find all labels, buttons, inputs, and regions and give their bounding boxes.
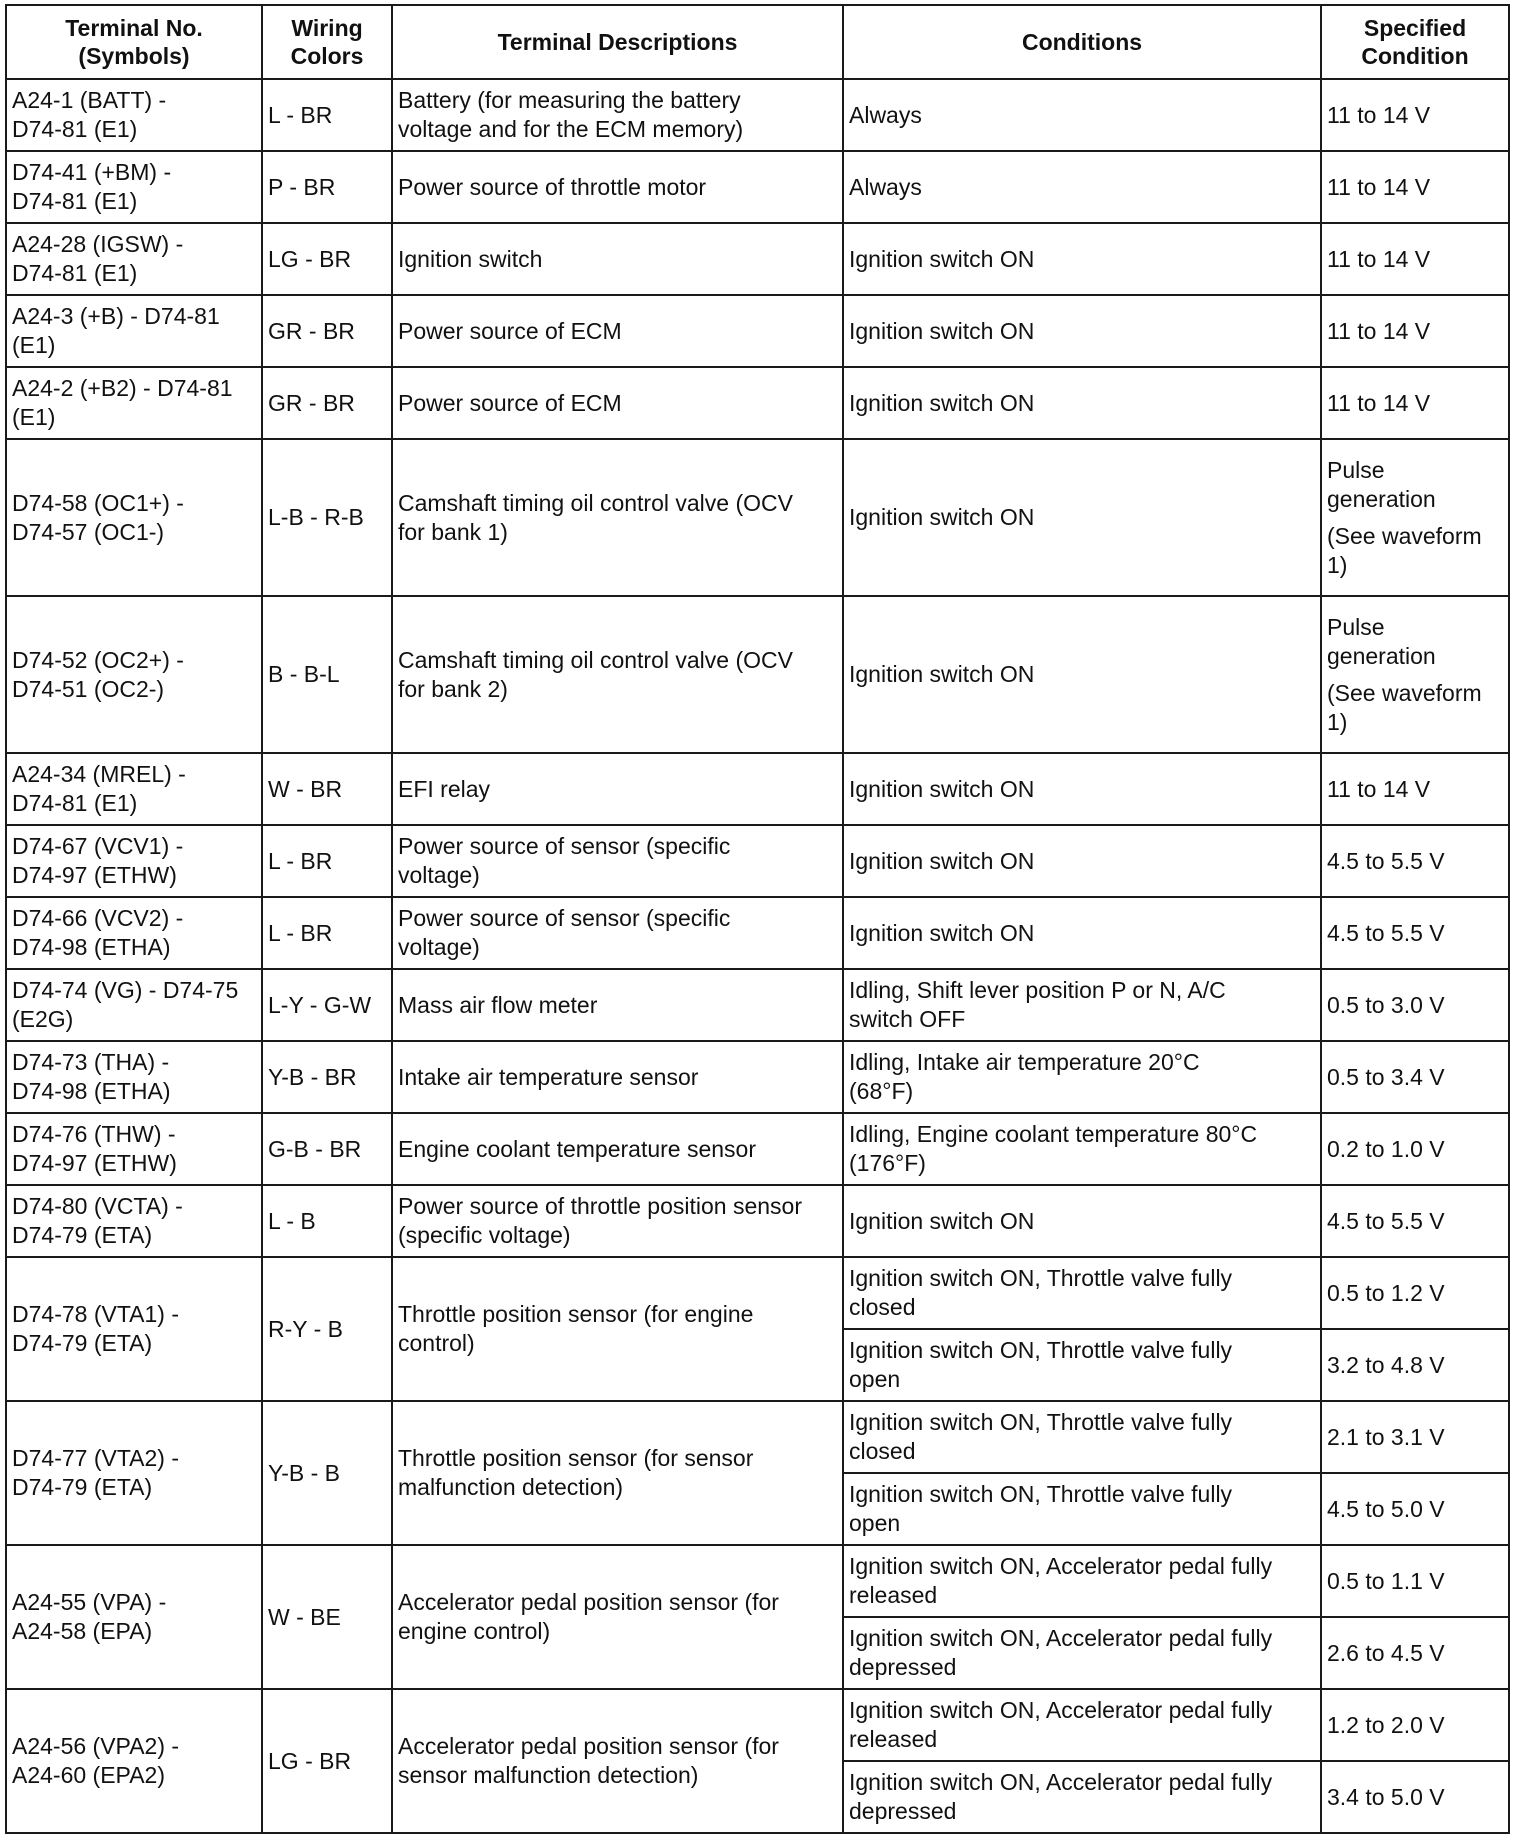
specified-cell: 11 to 14 V: [1321, 367, 1509, 439]
table-row: [6, 439, 1509, 596]
terminal-cell: A24-2 (+B2) - D74-81 (E1): [6, 367, 262, 439]
condition-cell: Always: [843, 79, 1321, 151]
description-cell: Power source of ECM: [392, 367, 843, 439]
wiring-cell: L-B - R-B: [262, 439, 392, 596]
specified-cell: 11 to 14 V: [1321, 79, 1509, 151]
description-cell: Power source of throttle motor: [392, 151, 843, 223]
terminal-cell: D74-76 (THW) - D74-97 (ETHW): [6, 1113, 262, 1185]
condition-cell: Idling, Intake air temperature 20°C (68°F): [843, 1041, 1321, 1113]
pulse-generation-text: Pulse generation: [1327, 613, 1436, 669]
specified-cell: 0.5 to 1.1 V: [1321, 1545, 1509, 1617]
wiring-cell: Y-B - BR: [262, 1041, 392, 1113]
table-row: [6, 1185, 1509, 1257]
header-row: [6, 5, 1509, 79]
description-cell: Camshaft timing oil control valve (OCV for bank 2): [392, 596, 843, 753]
terminal-cell: D74-66 (VCV2) - D74-98 (ETHA): [6, 897, 262, 969]
wiring-cell: L - B: [262, 1185, 392, 1257]
wiring-cell: R-Y - B: [262, 1257, 392, 1401]
table-row: [6, 223, 1509, 295]
header-terminal-no: Terminal No. (Symbols): [6, 5, 262, 79]
specified-cell: 4.5 to 5.5 V: [1321, 1185, 1509, 1257]
description-cell: Throttle position sensor (for engine control): [392, 1257, 843, 1401]
condition-cell: Ignition switch ON: [843, 439, 1321, 596]
specified-cell: 0.5 to 3.0 V: [1321, 969, 1509, 1041]
description-cell: Engine coolant temperature sensor: [392, 1113, 843, 1185]
wiring-cell: Y-B - B: [262, 1401, 392, 1545]
condition-cell: Ignition switch ON: [843, 295, 1321, 367]
table-row: [6, 897, 1509, 969]
pulse-generation-text: Pulse generation: [1327, 456, 1436, 512]
wiring-cell: W - BR: [262, 753, 392, 825]
wiring-cell: GR - BR: [262, 295, 392, 367]
table-row: [6, 969, 1509, 1041]
table-row: [6, 596, 1509, 753]
condition-cell: Ignition switch ON, Throttle valve fully closed: [843, 1257, 1321, 1329]
wiring-cell: L - BR: [262, 897, 392, 969]
terminal-cell: D74-58 (OC1+) - D74-57 (OC1-): [6, 439, 262, 596]
specified-cell: 11 to 14 V: [1321, 753, 1509, 825]
condition-cell: Ignition switch ON, Throttle valve fully closed: [843, 1401, 1321, 1473]
table-row: [6, 825, 1509, 897]
specified-cell: 2.6 to 4.5 V: [1321, 1617, 1509, 1689]
wiring-cell: L-Y - G-W: [262, 969, 392, 1041]
table-row: [6, 367, 1509, 439]
description-cell: Battery (for measuring the battery voltage and for the ECM memory): [392, 79, 843, 151]
description-cell: Mass air flow meter: [392, 969, 843, 1041]
table-row: [6, 1689, 1509, 1761]
description-cell: Accelerator pedal position sensor (for engine control): [392, 1545, 843, 1689]
condition-cell: Idling, Shift lever position P or N, A/C switch OFF: [843, 969, 1321, 1041]
specified-cell: [1321, 439, 1509, 596]
wiring-cell: LG - BR: [262, 1689, 392, 1833]
terminal-cell: A24-56 (VPA2) - A24-60 (EPA2): [6, 1689, 262, 1833]
table-row: [6, 753, 1509, 825]
header-conditions: Conditions: [843, 5, 1321, 79]
wiring-cell: L - BR: [262, 79, 392, 151]
specified-cell: 1.2 to 2.0 V: [1321, 1689, 1509, 1761]
condition-cell: Idling, Engine coolant temperature 80°C (176°F): [843, 1113, 1321, 1185]
specified-cell: 4.5 to 5.5 V: [1321, 825, 1509, 897]
condition-cell: Ignition switch ON: [843, 596, 1321, 753]
condition-cell: Ignition switch ON: [843, 897, 1321, 969]
specified-cell: 11 to 14 V: [1321, 295, 1509, 367]
terminal-cell: A24-34 (MREL) - D74-81 (E1): [6, 753, 262, 825]
condition-cell: Ignition switch ON: [843, 223, 1321, 295]
specified-cell: 11 to 14 V: [1321, 151, 1509, 223]
terminal-cell: D74-80 (VCTA) - D74-79 (ETA): [6, 1185, 262, 1257]
terminal-cell: D74-77 (VTA2) - D74-79 (ETA): [6, 1401, 262, 1545]
condition-cell: Ignition switch ON: [843, 1185, 1321, 1257]
terminal-cell: D74-41 (+BM) - D74-81 (E1): [6, 151, 262, 223]
terminal-cell: D74-52 (OC2+) - D74-51 (OC2-): [6, 596, 262, 753]
header-wiring-colors: Wiring Colors: [262, 5, 392, 79]
waveform-reference-text: (See waveform 1): [1327, 679, 1482, 735]
table-row: [6, 1401, 1509, 1473]
wiring-cell: LG - BR: [262, 223, 392, 295]
specified-cell: [1321, 596, 1509, 753]
condition-cell: Ignition switch ON, Accelerator pedal fully depressed: [843, 1617, 1321, 1689]
terminal-cell: D74-74 (VG) - D74-75 (E2G): [6, 969, 262, 1041]
table-row: [6, 151, 1509, 223]
ecm-terminal-table: [5, 4, 1510, 1834]
description-cell: Power source of ECM: [392, 295, 843, 367]
table-row: [6, 79, 1509, 151]
specified-cell: 4.5 to 5.5 V: [1321, 897, 1509, 969]
terminal-cell: A24-1 (BATT) - D74-81 (E1): [6, 79, 262, 151]
terminal-table-sheet: [5, 4, 1510, 1834]
terminal-cell: D74-78 (VTA1) - D74-79 (ETA): [6, 1257, 262, 1401]
table-row: [6, 1545, 1509, 1617]
specified-cell: 0.5 to 1.2 V: [1321, 1257, 1509, 1329]
description-cell: Camshaft timing oil control valve (OCV for bank 1): [392, 439, 843, 596]
condition-cell: Ignition switch ON, Throttle valve fully open: [843, 1473, 1321, 1545]
table-row: [6, 1113, 1509, 1185]
terminal-cell: A24-3 (+B) - D74-81 (E1): [6, 295, 262, 367]
condition-cell: Ignition switch ON, Accelerator pedal fully released: [843, 1545, 1321, 1617]
table-row: [6, 295, 1509, 367]
description-cell: Throttle position sensor (for sensor malfunction detection): [392, 1401, 843, 1545]
waveform-reference-text: (See waveform 1): [1327, 522, 1482, 578]
condition-cell: Ignition switch ON, Accelerator pedal fully released: [843, 1689, 1321, 1761]
wiring-cell: W - BE: [262, 1545, 392, 1689]
terminal-cell: D74-67 (VCV1) - D74-97 (ETHW): [6, 825, 262, 897]
description-cell: Power source of sensor (specific voltage): [392, 897, 843, 969]
description-cell: Ignition switch: [392, 223, 843, 295]
description-cell: EFI relay: [392, 753, 843, 825]
condition-cell: Ignition switch ON: [843, 367, 1321, 439]
specified-cell: 3.2 to 4.8 V: [1321, 1329, 1509, 1401]
condition-cell: Always: [843, 151, 1321, 223]
description-cell: Intake air temperature sensor: [392, 1041, 843, 1113]
wiring-cell: B - B-L: [262, 596, 392, 753]
specified-cell: 2.1 to 3.1 V: [1321, 1401, 1509, 1473]
condition-cell: Ignition switch ON, Throttle valve fully open: [843, 1329, 1321, 1401]
table-row: [6, 1257, 1509, 1329]
specified-cell: 4.5 to 5.0 V: [1321, 1473, 1509, 1545]
condition-cell: Ignition switch ON, Accelerator pedal fully depressed: [843, 1761, 1321, 1833]
specified-cell: 11 to 14 V: [1321, 223, 1509, 295]
wiring-cell: GR - BR: [262, 367, 392, 439]
table-row: [6, 1041, 1509, 1113]
description-cell: Power source of throttle position sensor (specific voltage): [392, 1185, 843, 1257]
specified-cell: 3.4 to 5.0 V: [1321, 1761, 1509, 1833]
terminal-cell: A24-28 (IGSW) - D74-81 (E1): [6, 223, 262, 295]
condition-cell: Ignition switch ON: [843, 753, 1321, 825]
specified-cell: 0.2 to 1.0 V: [1321, 1113, 1509, 1185]
condition-cell: Ignition switch ON: [843, 825, 1321, 897]
header-specified-condition: Specified Condition: [1321, 5, 1509, 79]
specified-cell: 0.5 to 3.4 V: [1321, 1041, 1509, 1113]
description-cell: Accelerator pedal position sensor (for sensor malfunction detection): [392, 1689, 843, 1833]
terminal-cell: A24-55 (VPA) - A24-58 (EPA): [6, 1545, 262, 1689]
wiring-cell: L - BR: [262, 825, 392, 897]
wiring-cell: G-B - BR: [262, 1113, 392, 1185]
description-cell: Power source of sensor (specific voltage): [392, 825, 843, 897]
header-terminal-descriptions: Terminal Descriptions: [392, 5, 843, 79]
terminal-cell: D74-73 (THA) - D74-98 (ETHA): [6, 1041, 262, 1113]
wiring-cell: P - BR: [262, 151, 392, 223]
